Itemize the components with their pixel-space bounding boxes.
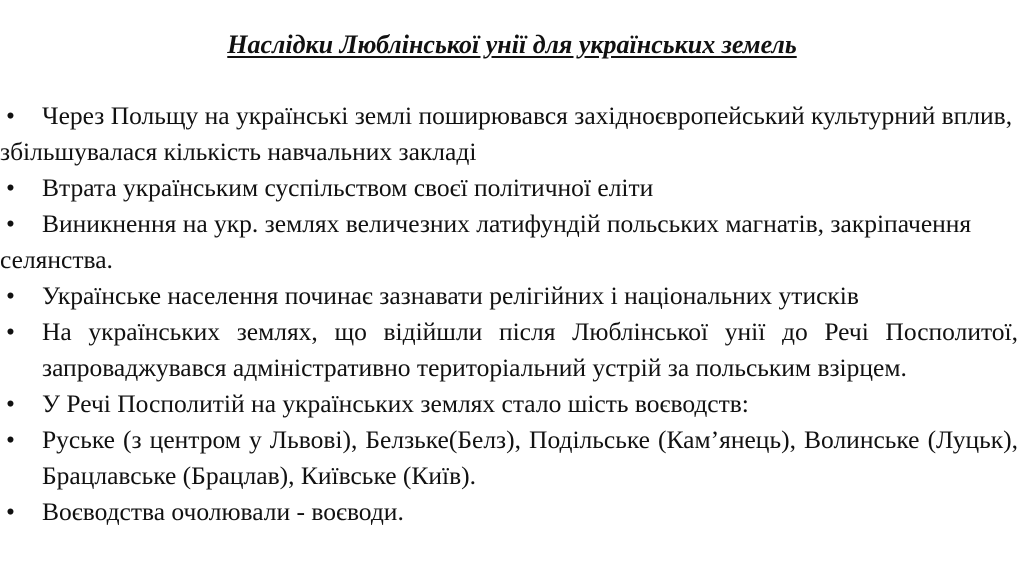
list-item-text: Виникнення на укр. землях величезних латифундій польських магнатів, закріпачення селянства.	[0, 209, 972, 274]
bullet-icon: •	[6, 497, 15, 526]
list-item	[0, 386, 1018, 422]
list-item	[0, 206, 1018, 278]
list-item	[0, 314, 1018, 386]
list-item-text: Українське населення починає зазнавати релігійних і національних утисків	[42, 281, 859, 310]
list-item	[0, 98, 1018, 170]
list-item-text: У Речі Посполитій на українських землях стало шість воєводств:	[42, 389, 749, 418]
list-item-text: Втрата українським суспільством своєї політичної еліти	[42, 173, 654, 202]
list-item	[0, 278, 1018, 314]
bullet-icon: •	[6, 317, 15, 346]
bullet-icon: •	[6, 281, 15, 310]
list-item	[0, 494, 1018, 530]
list-item-text: Воєводства очолювали - воєводи.	[42, 497, 404, 526]
slide-title: Наслідки Люблінської унії для українських земель	[227, 30, 797, 59]
bullet-icon: •	[6, 425, 15, 454]
list-item	[0, 422, 1018, 494]
list-item-text: Через Польщу на українські землі поширювався західноєвропейський культурний вплив, збільшувалася кількість навчальних закладі	[0, 101, 1013, 166]
bullet-icon: •	[6, 209, 15, 238]
bullet-list	[0, 98, 1018, 530]
bullet-icon: •	[6, 389, 15, 418]
bullet-icon: •	[6, 173, 15, 202]
bullet-icon: •	[6, 101, 15, 130]
list-item-text: На українських землях, що відійшли після Люблінської унії до Речі Посполитої, запроваджувався адміністративно територіальний устрій за польським взірцем.	[42, 317, 1018, 382]
list-item	[0, 170, 1018, 206]
list-item-text: Руське (з центром у Львові), Белзьке(Белз), Подільське (Кам’янець), Волинське (Луцьк), Брацлавське (Брацлав), Київське (Київ).	[42, 425, 1018, 490]
